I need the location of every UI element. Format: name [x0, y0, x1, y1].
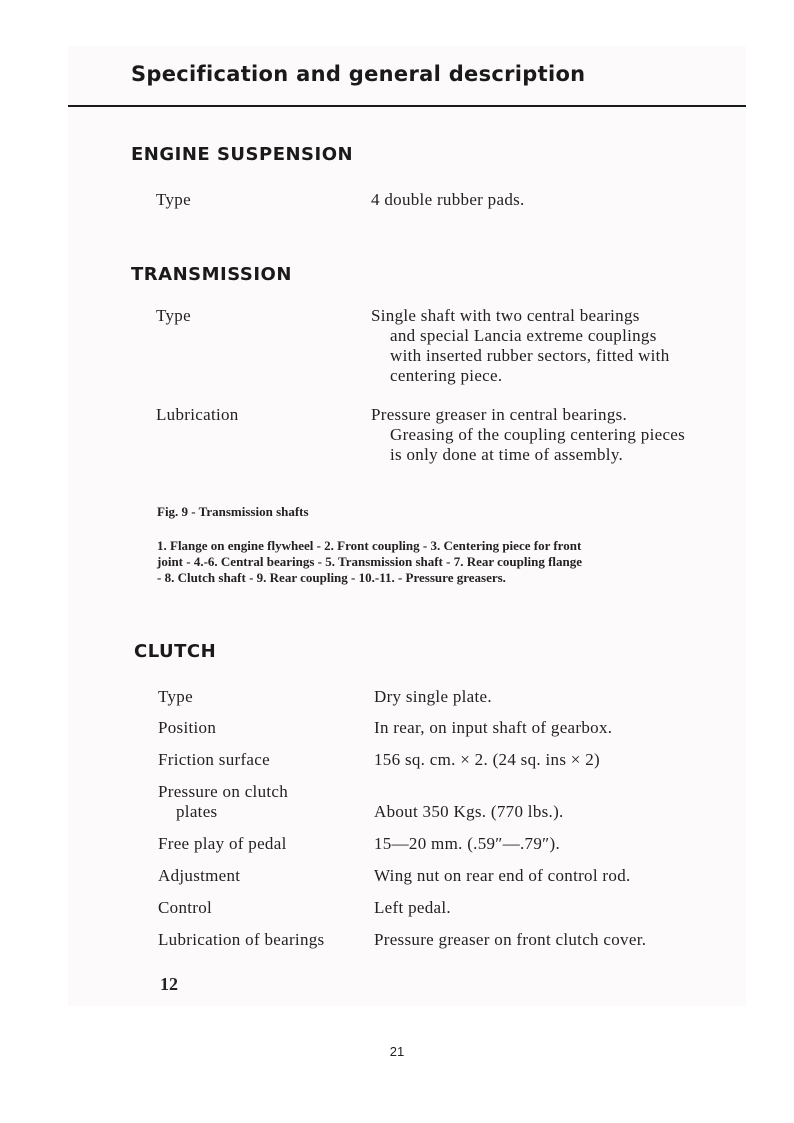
clutch-pressure-value: About 350 Kgs. (770 lbs.).	[374, 802, 564, 821]
transmission-lubrication-value	[371, 405, 685, 465]
clutch-pressure-label	[158, 782, 288, 822]
transmission-lubrication-line: is only done at time of assembly.	[390, 445, 624, 464]
clutch-heading: CLUTCH	[134, 641, 217, 662]
clutch-position-value: In rear, on input shaft of gearbox.	[374, 718, 613, 737]
transmission-lubrication-label: Lubrication	[156, 405, 239, 424]
transmission-type-line: with inserted rubber sectors, fitted with	[390, 346, 670, 365]
engine-suspension-heading: ENGINE SUSPENSION	[131, 144, 354, 165]
transmission-lubrication-line: Greasing of the coupling centering pieces	[390, 425, 686, 444]
clutch-lubrication-label: Lubrication of bearings	[158, 930, 325, 949]
clutch-pressure-label-line: plates	[176, 802, 218, 821]
book-page-number: 12	[160, 974, 178, 994]
figure-caption-line: 1. Flange on engine flywheel - 2. Front coupling - 3. Centering piece for front	[157, 538, 582, 553]
engine-suspension-type-value: 4 double rubber pads.	[371, 190, 525, 209]
clutch-free-play-value: 15—20 mm. (.59″—.79″).	[374, 834, 561, 853]
clutch-control-value: Left pedal.	[374, 898, 451, 917]
transmission-lubrication-line: Pressure greaser in central bearings.	[371, 405, 628, 424]
transmission-heading: TRANSMISSION	[131, 264, 292, 285]
clutch-position-label: Position	[158, 718, 217, 737]
figure-caption-line: joint - 4.-6. Central bearings - 5. Transmission shaft - 7. Rear coupling flange	[157, 554, 583, 569]
page-title: Specification and general description	[131, 62, 586, 86]
transmission-type-line: and special Lancia extreme couplings	[390, 326, 657, 345]
clutch-adjustment-value: Wing nut on rear end of control rod.	[374, 866, 631, 885]
clutch-lubrication-value: Pressure greaser on front clutch cover.	[374, 930, 647, 949]
clutch-adjustment-label: Adjustment	[158, 866, 241, 885]
figure-caption	[157, 538, 731, 586]
clutch-pressure-label-line: Pressure on clutch	[158, 782, 289, 801]
figure-title: Fig. 9 - Transmission shafts	[157, 504, 309, 519]
clutch-control-label: Control	[158, 898, 213, 917]
transmission-type-value	[371, 306, 670, 386]
clutch-friction-surface-label: Friction surface	[158, 750, 270, 769]
figure-caption-line: - 8. Clutch shaft - 9. Rear coupling - 10.-11. - Pressure greasers.	[157, 570, 506, 585]
title-divider	[68, 105, 746, 107]
clutch-type-label: Type	[158, 687, 193, 706]
transmission-type-line: centering piece.	[390, 366, 503, 385]
transmission-type-label: Type	[156, 306, 191, 325]
transmission-type-line: Single shaft with two central bearings	[371, 306, 640, 325]
clutch-friction-surface-value: 156 sq. cm. × 2. (24 sq. ins × 2)	[374, 750, 600, 769]
clutch-free-play-label: Free play of pedal	[158, 834, 287, 853]
document-page-number: 21	[389, 1044, 405, 1059]
engine-suspension-type-label: Type	[156, 190, 191, 209]
clutch-type-value: Dry single plate.	[374, 687, 492, 706]
